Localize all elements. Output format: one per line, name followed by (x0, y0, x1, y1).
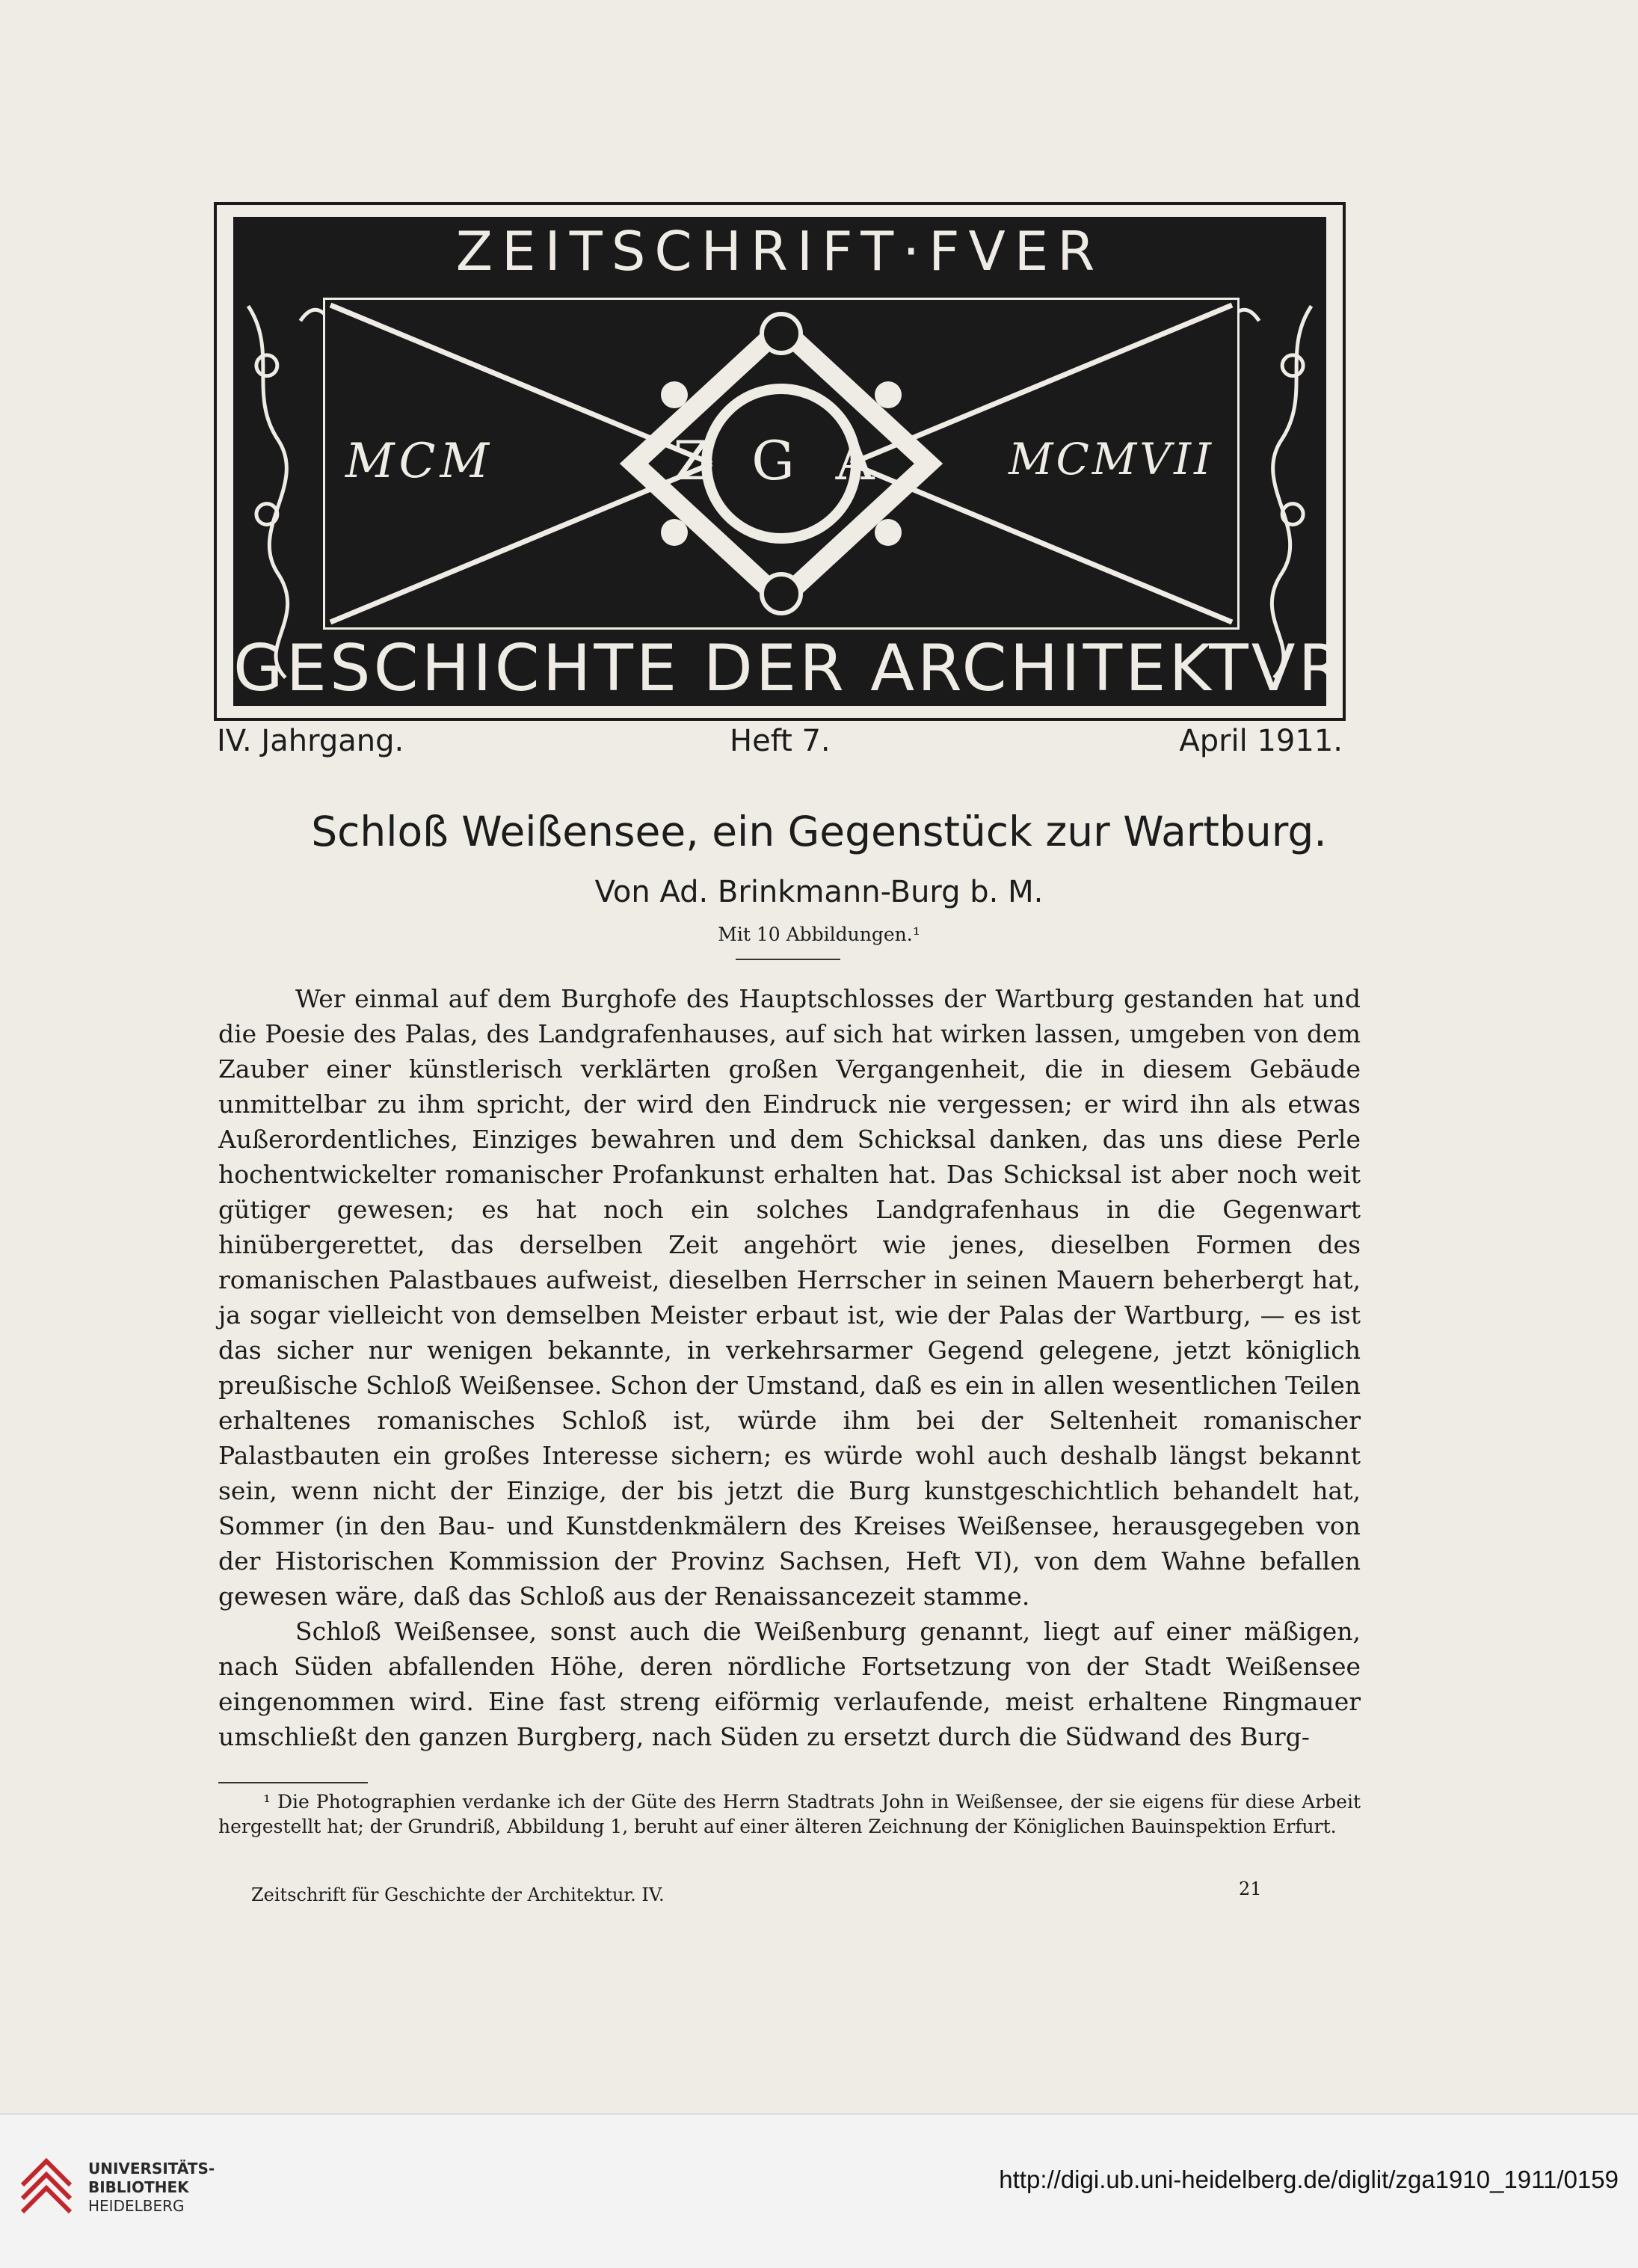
volume-label: IV. Jahrgang. (217, 724, 404, 758)
library-name-line1: UNIVERSITÄTS- (88, 2160, 215, 2178)
issue-line (214, 724, 1346, 769)
library-logo-icon[interactable] (19, 2155, 75, 2219)
library-name-line2: BIBLIOTHEK (88, 2178, 189, 2196)
article-author: Von Ad. Brinkmann-Burg b. M. (594, 875, 1044, 909)
masthead-ornament-field (233, 217, 1346, 706)
masthead-left-monogram: MCM (345, 434, 494, 489)
masthead-top-word: ZEITSCHRIFT·FVER (455, 220, 1104, 283)
title-divider (736, 959, 840, 960)
library-name (88, 2160, 215, 2216)
footnote-text: ¹ Die Photographien verdanke ich der Güte des Herrn Stadtrats John in Weißensee, der sie eigens für diese Arbeit hergestellt hat; der Grundriß, Abbildung 1, beruht auf einer älteren Zeichnung der Königlichen Bauinspektion Erfurt. (218, 1791, 1361, 1837)
library-footer-bar (0, 2113, 1638, 2268)
running-footer: Zeitschrift für Geschichte der Architektur. IV. (251, 1884, 665, 1905)
masthead-right-monogram: MCMVII (1009, 434, 1214, 485)
masthead-bottom-word: GESCHICHTE DER ARCHITEKTVR (233, 631, 1346, 706)
masthead-center-monogram: Z G A (673, 429, 887, 492)
article-body (218, 981, 1361, 1754)
permalink-url[interactable]: http://digi.ub.uni-heidelberg.de/diglit/zga1910_1911/0159 (999, 2166, 1619, 2193)
page-number: 21 (1239, 1878, 1262, 1899)
library-name-line3: HEIDELBERG (88, 2197, 185, 2215)
issue-date: April 1911. (1179, 724, 1343, 758)
paragraph: Schloß Weißensee, sonst auch die Weißenburg genannt, liegt auf einer mäßigen, nach Süden abfallenden Höhe, deren nördliche Fortsetzung von der Stadt Weißensee eingenommen wird. Eine fast streng eiförmig verlaufende, meist erhaltene Ringmauer umschließt den ganzen Burgberg, nach Süden zu ersetzt durch die Südwand des Burg- (218, 1617, 1361, 1751)
issue-number: Heft 7. (730, 724, 831, 758)
paragraph: Wer einmal auf dem Burghofe des Hauptschlosses der Wartburg gestanden hat und die Poesie des Palas, des Landgrafenhauses, auf sich hat wirken lassen, umgeben von dem Zauber einer künstlerisch verklärten großen Vergangenheit, die in diesem Gebäude unmittelbar zu ihm spricht, der wird den Eindruck nie vergessen; er wird ihn als etwas Außerordentliches, Einziges bewahren und dem Schicksal danken, das uns diese Perle hochentwickelter romanischer Profankunst erhalten hat. Das Schicksal ist aber noch weit gütiger gewesen; es hat noch ein solches Landgrafenhaus in die Gegenwart hinübergerettet, das derselben Zeit angehört wie jenes, dieselben Formen des romanischen Palastbaues aufweist, dieselben Herrscher in seinen Mauern beherbergt hat, ja sogar vielleicht von demselben Meister erbaut ist, wie der Palas der Wartburg, — es ist das sicher nur wenigen bekannte, in verkehrsarmer Gegend gelegene, jetzt königlich preußische Schloß Weißensee. Schon der Umstand, daß es ein in allen wesentlichen Teilen erhaltenes romanisches Schloß ist, würde ihm bei der Seltenheit romanischer Palastbauten ein großes Interesse sichern; es würde wohl auch deshalb längst bekannt sein, wenn nicht der Einzige, der bis jetzt die Burg kunstgeschichtlich behandelt hat, Sommer (in den Bau- und Kunstdenkmälern des Kreises Weißensee, herausgegeben von der Historischen Kommission der Provinz Sachsen, Heft VI), von dem Wahne befallen gewesen wäre, daß das Schloß aus der Renaissancezeit stamme. (218, 984, 1361, 1611)
illustrations-note: Mit 10 Abbildungen.¹ (718, 924, 920, 945)
footnote-divider (218, 1782, 368, 1783)
footnote (218, 1789, 1361, 1839)
article-title: Schloß Weißensee, ein Gegenstück zur Wartburg. (311, 808, 1327, 855)
journal-masthead (214, 202, 1346, 721)
